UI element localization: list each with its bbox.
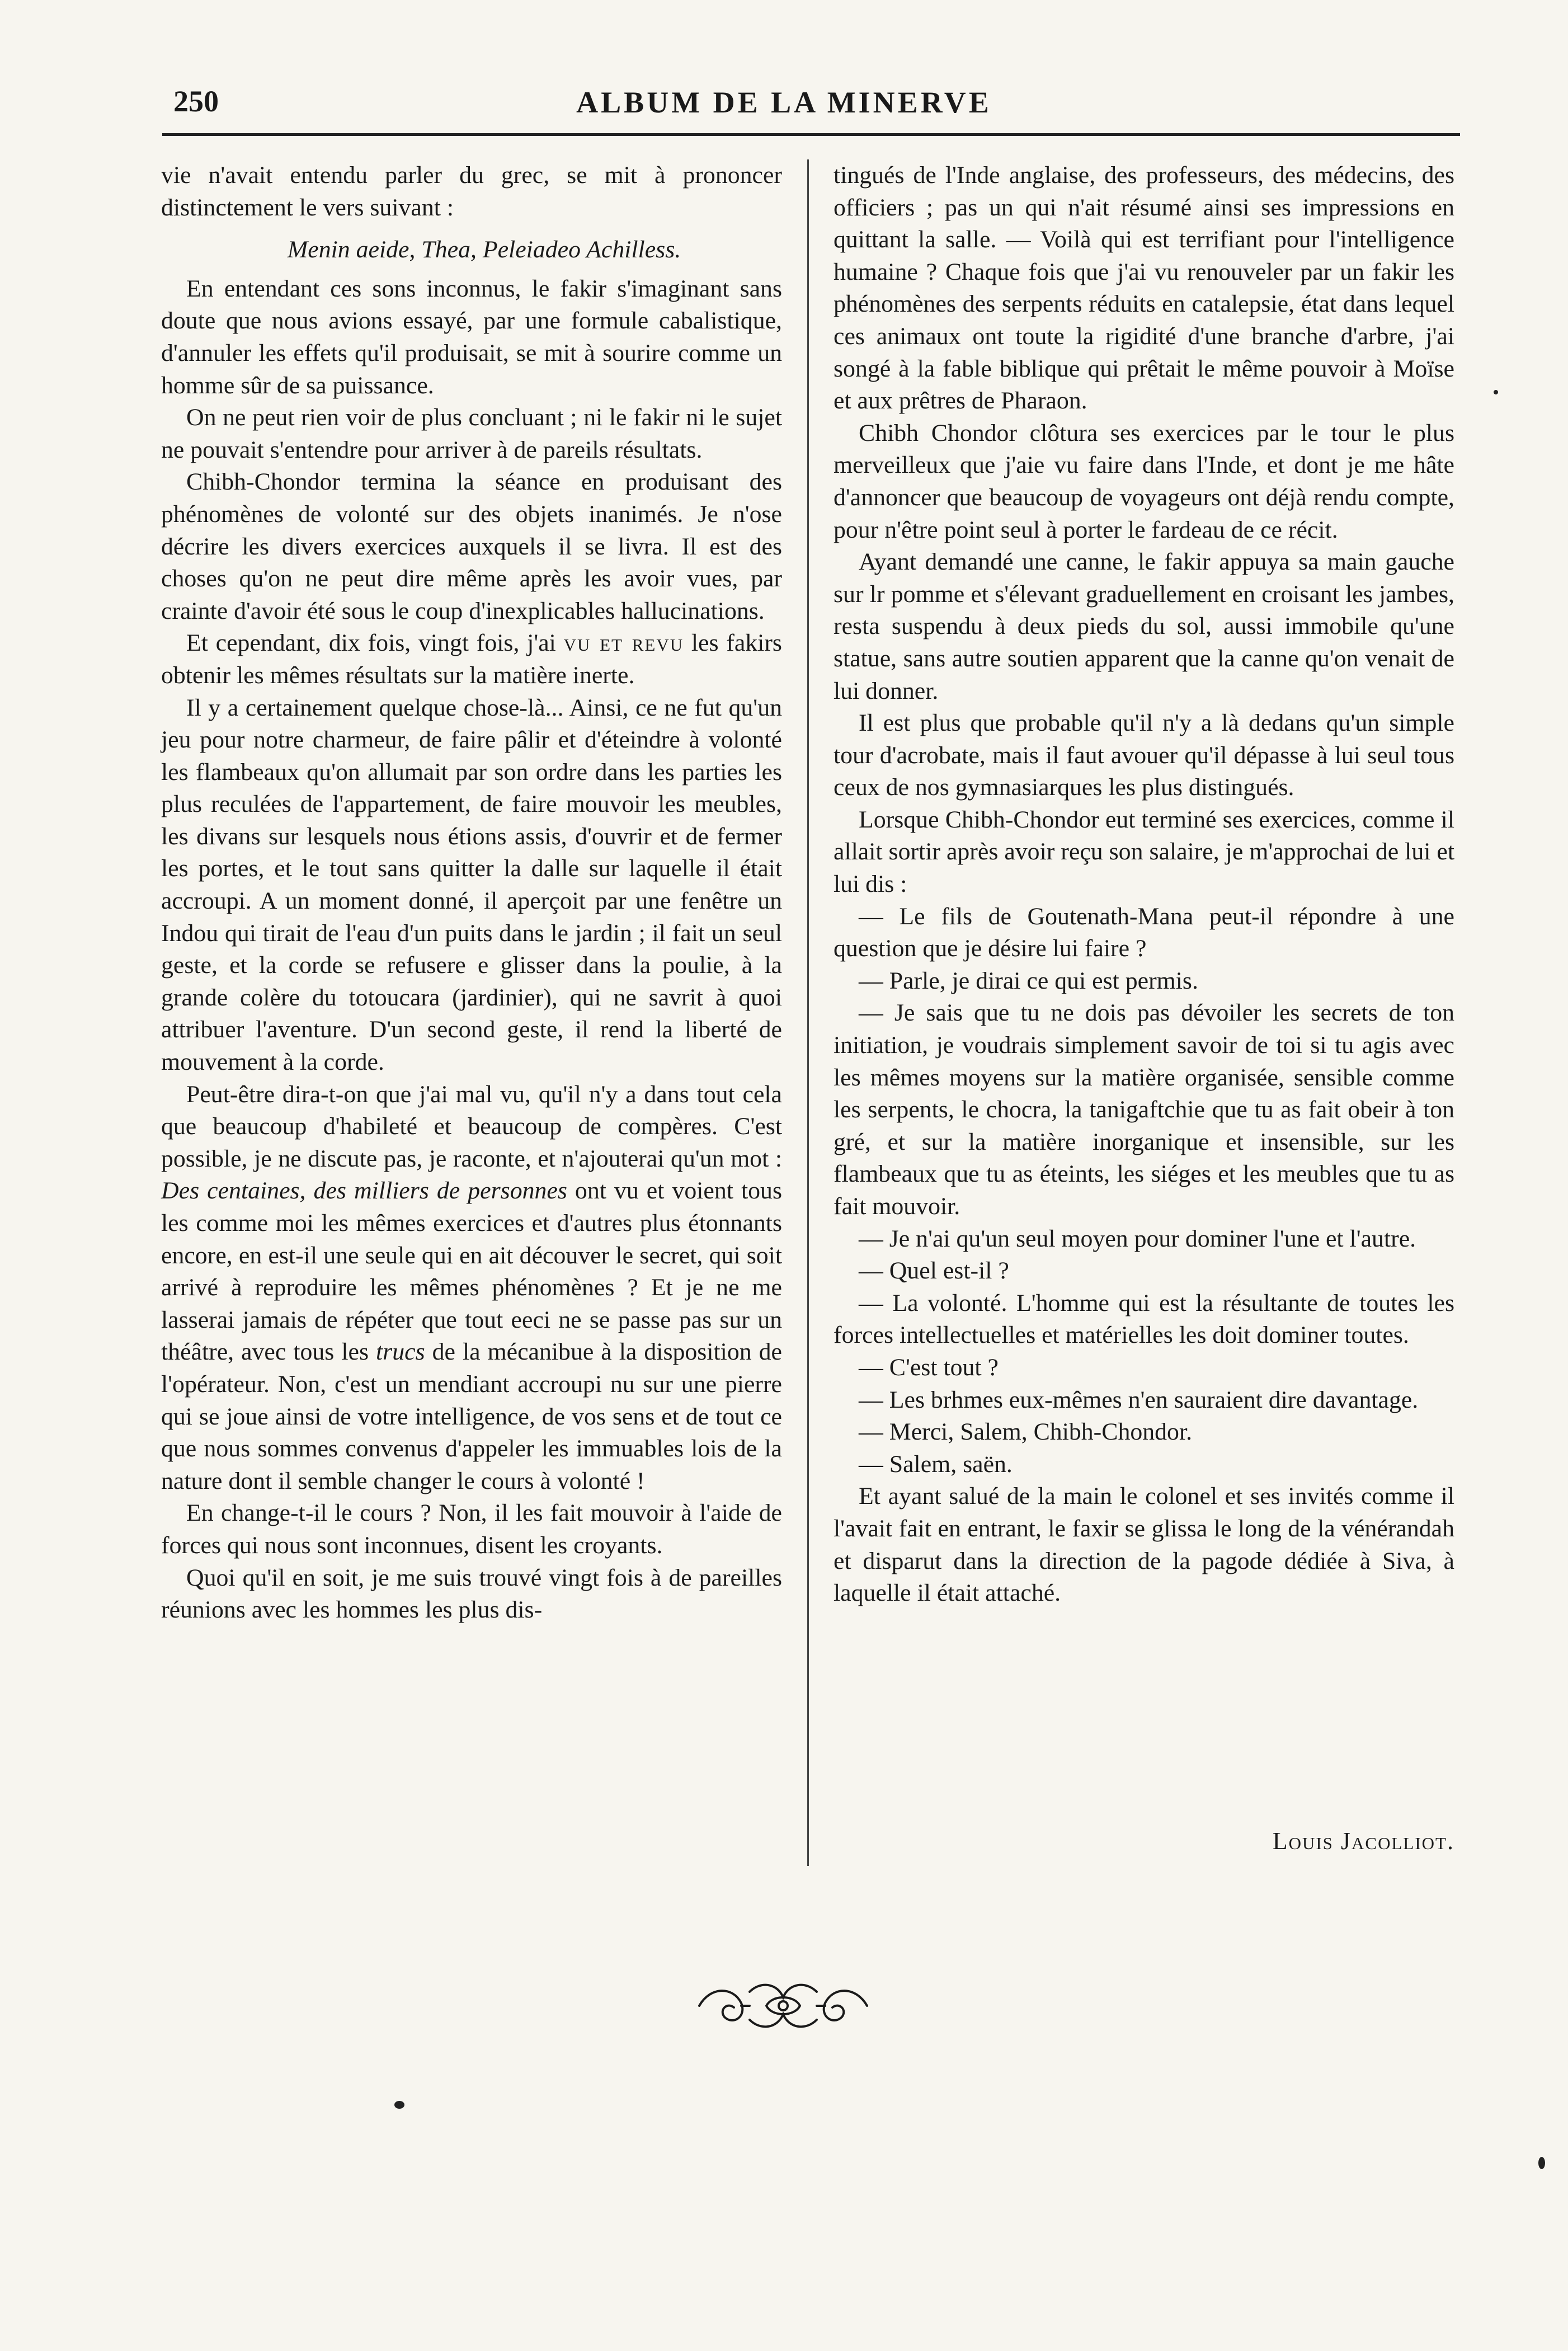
paragraph: tingués de l'Inde anglaise, des professeurs, des médecins, des officiers ; pas un qui n'ait résumé ainsi ses impressions en quittant la salle. — Voilà qui est terrifiant pour l'intelligence humaine ? Chaque fois que j'ai vu renouveler par un fakir les phénomènes des serpents réduits en catalepsie, état dans lequel ces animaux ont toute la rigidité d'une branche d'arbre, j'ai songé à la fable biblique qui prêtait le même pouvoir à Moïse et aux prêtres de Pharaon.: [834, 162, 1454, 415]
ink-speck: [1538, 2157, 1545, 2169]
italic-text: Des centaines, des milliers de personnes: [161, 1177, 567, 1205]
page-number: 250: [173, 84, 219, 118]
dialogue-line: — Parle, je dirai ce qui est permis.: [859, 967, 1198, 994]
paragraph: En entendant ces sons inconnus, le fakir s'imaginant sans doute que nous avions essayé, par une formule cabalistique, d'annuler les effets qu'il produisait, se mit à sourire comme un homme sûr de sa puissance.: [161, 275, 782, 399]
italic-text: trucs: [376, 1338, 425, 1366]
text-run: de la mécanibue à la disposition de l'opérateur. Non, c'est un mendiant accroupi nu sur une pierre qui se joue ainsi de votre intelligence, de vos sens et de tout ce que nous sommes convenus d'appeler les immuables lois de la nature dont il semble changer le cours à volonté !: [161, 1338, 782, 1494]
dialogue-line: — Je n'ai qu'un seul moyen pour dominer l'une et l'autre.: [859, 1225, 1416, 1252]
paragraph: Il est plus que probable qu'il n'y a là dedans qu'un simple tour d'acrobate, mais il faut avouer qu'il dépasse à lui seul tous ceux de nos gymnasiarques les plus distingués.: [834, 709, 1454, 801]
paragraph: Lorsque Chibh-Chondor eut terminé ses exercices, comme il allait sortir après avoir reçu son salaire, je m'approchai de lui et lui dis :: [834, 806, 1454, 898]
text-run: ont vu et voient tous les comme moi les mêmes exercices et d'autres plus étonnants encore, en est-il une seule qui en ait découver le secret, qui soit arrivé à reproduire les mêmes phénomènes ? Et je ne me lasserai jamais de répéter que tout eeci ne se passe pas sur un théâtre, avec tous les: [161, 1177, 782, 1366]
paragraph: Et ayant salué de la main le colonel et ses invités comme il l'avait fait en entrant, le faxir se glissa le long de la vénérandah et disparut dans la direction de la pagode dédiée à Siva, à laquelle il était attaché.: [834, 1483, 1454, 1607]
paragraph: Ayant demandé une canne, le fakir appuya sa main gauche sur lr pomme et s'élevant graduellement en croisant les jambes, resta suspendu à deux pieds du sol, aussi immobile qu'une statue, sans autre soutien apparent que la canne qu'on venait de lui donner.: [834, 548, 1454, 704]
dialogue-line: — Quel est-il ?: [859, 1257, 1009, 1285]
ink-speck: [394, 2101, 404, 2109]
paragraph: [161, 627, 782, 692]
paragraph: [161, 1079, 782, 1498]
text-run: les fakirs obtenir les mêmes résultats sur la matière inerte.: [161, 629, 782, 689]
header-rule: [162, 133, 1460, 136]
running-title: ALBUM DE LA MINERVE: [576, 86, 992, 119]
column-divider: [807, 159, 809, 1866]
dialogue-line: — La volonté. L'homme qui est la résultante de toutes les forces intellectuelles et matérielles les doit dominer toutes.: [834, 1289, 1454, 1349]
dialogue-line: — Je sais que tu ne dois pas dévoiler les secrets de ton initiation, je voudrais simplement savoir de toi si tu agis avec les mêmes moyens sur la matière organisée, sensible comme les serpents, le chocra, la tanigaftchie que tu as fait obeir à ton gré, et sur la matière inorganique et insensible, sur les flambeaux que tu as éteints, les siéges et les meubles que tu as fait mouvoir.: [834, 999, 1454, 1220]
paragraph: vie n'avait entendu parler du grec, se mit à prononcer distinctement le vers suivant :: [161, 162, 782, 221]
author-signature: Louis Jacolliot.: [1272, 1827, 1454, 1855]
dialogue-line: — Le fils de Goutenath-Mana peut-il répondre à une question que je désire lui faire ?: [834, 902, 1454, 962]
paragraph: Chibh Chondor clôtura ses exercices par le tour le plus merveilleux que j'aie vu faire dans l'Inde, et dont je me hâte d'annoncer que beaucoup de voyageurs ont déjà rendu compte, pour n'être point seul à porter le fardeau de ce récit.: [834, 419, 1454, 543]
paragraph: Quoi qu'il en soit, je me suis trouvé vingt fois à de pareilles réunions avec les hommes les plus dis-: [161, 1564, 782, 1624]
paragraph: Chibh-Chondor termina la séance en produisant des phénomènes de volonté sur des objets inanimés. Je n'ose décrire les divers exercices auxquels il se livra. Il est des choses qu'on ne peut dire même après les avoir vues, par crainte d'avoir été sous le coup d'inexplicables hallucinations.: [161, 468, 782, 624]
text-run: Peut-être dira-t-on que j'ai mal vu, qu'il n'y a dans tout cela que beaucoup d'habileté et beaucoup de compères. C'est possible, je ne discute pas, je raconte, et n'ajouterai qu'un mot :: [161, 1080, 782, 1172]
dialogue-line: — Merci, Salem, Chibh-Chondor.: [859, 1418, 1193, 1446]
paragraph: En change-t-il le cours ? Non, il les fait mouvoir à l'aide de forces qui nous sont inconnues, disent les croyants.: [161, 1499, 782, 1559]
left-column: [161, 159, 782, 1626]
dialogue-line: — C'est tout ?: [859, 1353, 999, 1381]
text-run: Et cependant, dix fois, vingt fois, j'ai: [186, 629, 564, 657]
paragraph: On ne peut rien voir de plus concluant ; ni le fakir ni le sujet ne pouvait s'entendre pour arriver à de pareils résultats.: [161, 404, 782, 463]
greek-verse: Menin aeide, Thea, Peleiadeo Achilless.: [287, 236, 681, 264]
paragraph: Il y a certainement quelque chose-là... Ainsi, ce ne fut qu'un jeu pour notre charmeur, de faire pâlir et d'éteindre à volonté les flambeaux qu'on allumait par son ordre dans les parties les plus reculées de l'appartement, de faire mouvoir les meubles, les divans sur lesquels nous étions assis, d'ouvrir et de fermer les portes, et le tout sans quitter la dalle sur laquelle il était accroupi. A un moment donné, il aperçoit par une fenêtre un Indou qui tirait de l'eau d'un puits dans le jardin ; il fait un seul geste, et la corde se refusere e glisser dans la poulie, à la grande colère du totoucara (jardinier), qui ne savrit à quoi attribuer l'aventure. D'un second geste, il rend la liberté de mouvement à la corde.: [161, 694, 782, 1076]
small-caps-text: vu et revu: [563, 629, 684, 657]
dialogue-line: — Les brhmes eux-mêmes n'en sauraient dire davantage.: [859, 1386, 1419, 1413]
dialogue-line: — Salem, saën.: [859, 1450, 1013, 1478]
fleuron-ornament-icon: [688, 1975, 878, 2037]
right-column: [834, 159, 1454, 1610]
ink-speck: [1494, 390, 1498, 394]
